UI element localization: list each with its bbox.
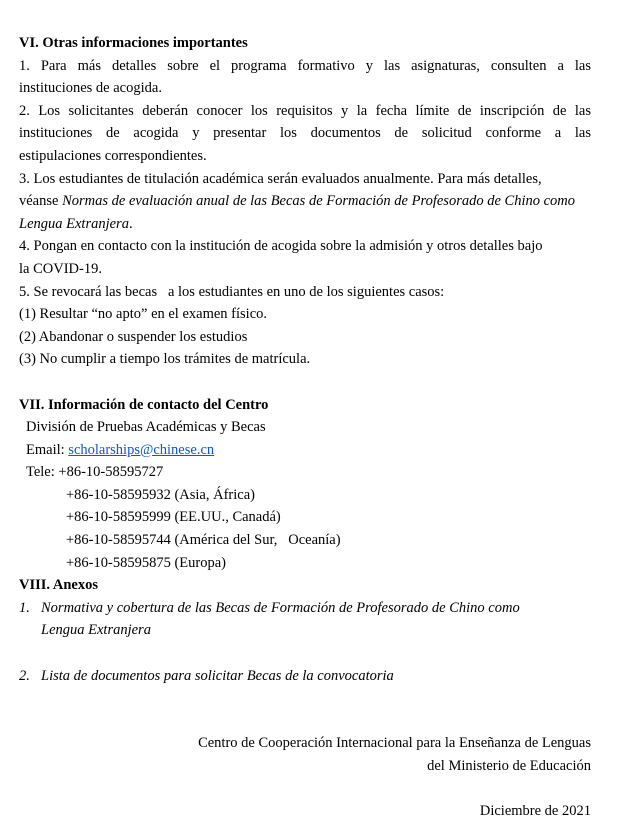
signature-line1: Centro de Cooperación Internacional para la Enseñanza de Lenguas <box>198 735 591 752</box>
signature-line2: del Ministerio de Educación <box>427 758 591 774</box>
email-link[interactable]: scholarships@chinese.cn <box>68 441 215 458</box>
item4-line2: la COVID-19. <box>19 260 102 277</box>
phone-main: +86-10-58595727 <box>58 464 164 481</box>
item3-line1: 3. Los estudiantes de titulación académica serán evaluados anualmente. Para más detalles, <box>19 170 542 187</box>
phone-south-america-oceania: +86-10-58595744 (América del Sur, Oceanía) <box>66 532 341 549</box>
phone-usa-canada: +86-10-58595999 (EE.UU., Canadá) <box>66 509 281 526</box>
section-vi-title: VI. Otras informaciones importantes <box>19 35 248 51</box>
case-3: (3) No cumplir a tiempo los trámites de matrícula. <box>19 351 311 368</box>
spacer <box>19 687 591 710</box>
email-row <box>19 439 591 462</box>
annex-1 <box>19 597 591 620</box>
item1-line2: instituciones de acogida. <box>19 80 162 97</box>
section-viii-title: VIII. Anexos <box>19 577 98 594</box>
document-page <box>19 32 591 823</box>
spacer <box>19 371 591 394</box>
item3-italic-title: Normas de evaluación anual de las Becas de Formación de Profesorado de Chino como <box>62 193 576 210</box>
spacer <box>19 778 591 801</box>
item3-line3 <box>19 213 591 236</box>
phone-asia-africa: +86-10-58595932 (Asia, África) <box>66 486 255 503</box>
annex-1-title-cont: Lengua Extranjera <box>41 622 151 639</box>
item3-prefix: véanse <box>19 193 63 210</box>
division-name: División de Pruebas Académicas y Becas <box>26 419 266 436</box>
spacer <box>19 642 591 665</box>
case-1: (1) Resultar “no apto” en el examen físico. <box>19 306 268 323</box>
spacer <box>19 710 591 733</box>
annex-2-title: Lista de documentos para solicitar Becas de la convocatoria <box>41 667 394 684</box>
annex-2 <box>19 665 591 688</box>
case-2: (2) Abandonar o suspender los estudios <box>19 328 248 345</box>
annex-2-number: 2. <box>19 667 30 684</box>
signature-date: Diciembre de 2021 <box>479 803 591 820</box>
item3-line2 <box>19 190 591 213</box>
item4-line1: 4. Pongan en contacto con la institución de acogida sobre la admisión y otros detalles bajo <box>19 238 543 255</box>
item1-line1: 1. Para más detalles sobre el programa formativo y las asignaturas, consulten a las <box>19 57 591 74</box>
item2-line2: instituciones de acogida y presentar los documentos de solicitud conforme a las <box>19 125 591 142</box>
section-vii-title: VII. Información de contacto del Centro <box>19 396 269 413</box>
annex-1-title: Normativa y cobertura de las Becas de Formación de Profesorado de Chino como <box>41 599 520 616</box>
item3-italic-title-cont: Lengua Extranjera <box>19 215 129 232</box>
item2-line3: estipulaciones correspondientes. <box>19 147 207 164</box>
item5: 5. Se revocará las becas a los estudiantes en uno de los siguientes casos: <box>19 283 445 300</box>
annex-1-number: 1. <box>19 599 30 616</box>
email-label: Email: <box>26 441 69 458</box>
tel-label: Tele: <box>26 464 59 481</box>
item3-end: . <box>128 215 133 232</box>
tel-row <box>19 461 591 484</box>
phone-europe: +86-10-58595875 (Europa) <box>66 554 226 571</box>
item2-line1: 2. Los solicitantes deberán conocer los requisitos y la fecha límite de inscripción de las <box>19 102 591 119</box>
